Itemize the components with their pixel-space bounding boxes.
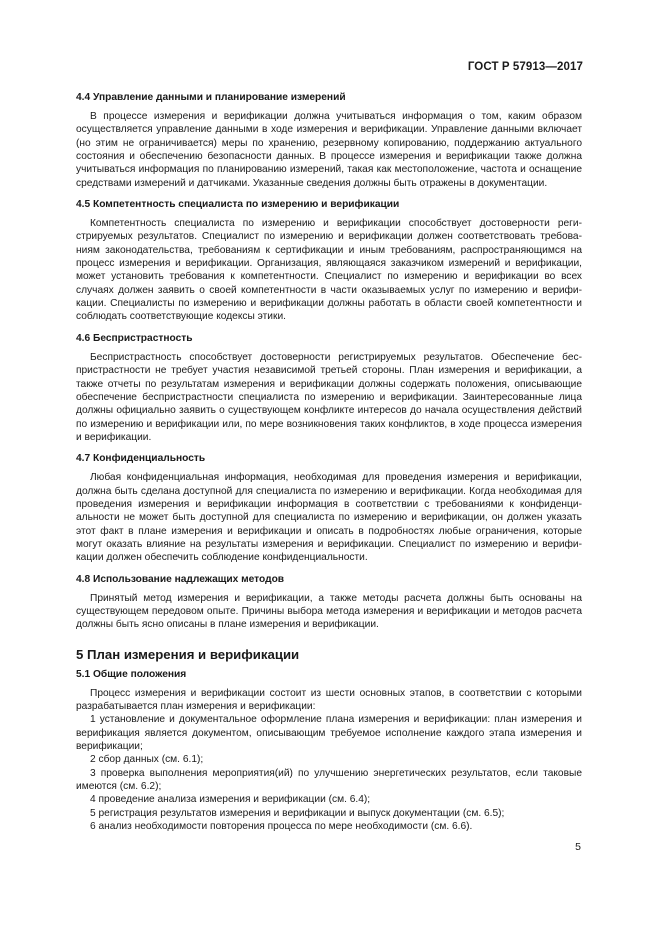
section-5-1-intro: Процесс измерения и верификации состоит из шести основных этапов, в соответствии с которыми разрабатывается план измерения и верификации: — [76, 687, 582, 712]
section-5-1-heading: 5.1 Общие положения — [76, 668, 187, 680]
list-item: 4 проведение анализа измерения и верификации (см. 6.4); — [90, 794, 371, 806]
section-4-5-heading: 4.5 Компетентность специалиста по измерению и верификации — [76, 199, 400, 211]
section-4-6-heading: 4.6 Беспристрастность — [76, 332, 193, 344]
document-code-header: ГОСТ Р 57913—2017 — [467, 61, 583, 73]
list-item: 3 проверка выполнения мероприятия(ий) по улучшению энергетических результатов, если таковые имеются (см. 6.2); — [76, 767, 582, 793]
section-5-heading: 5 План измерения и верификации — [76, 646, 300, 662]
section-4-5-paragraph: Компетентность специалиста по измерению и верификации способствует достоверности регистрируемых результатов. Специалист по измерению и верификации должен соответствовать требованиям законодательства, требованиям к сертификации и иным требованиям, распространяющимся на процесс измерения и верификации. Организация, являющаяся заказчиком измерений и верификации, может установить требования к компетентности. Специалист по измерению и верификации во всех случаях должен заявить о своей компетентности в части оказываемых услуг по измерению и верификации. Специалисты по измерению и верификации должны работать в области своей компетентности и соблюдать соответствующие кодексы этики. — [76, 218, 582, 323]
page-content — [76, 91, 582, 833]
section-4-7-heading: 4.7 Конфиденциальность — [76, 453, 206, 465]
section-4-8-heading: 4.8 Использование надлежащих методов — [76, 573, 285, 585]
list-item: 1 установление и документальное оформление плана измерения и верификации: план измерения и верификация является документом, описывающим требуемое исполнение каждого этапа измерения и верификации; — [76, 714, 582, 753]
section-4-6-paragraph: Беспристрастность способствует достоверности регистрируемых результатов. Обеспечение беспристрастности не требует участия независимой третьей стороны. План измерения и верификации, а также отчеты по результатам измерения и верификации должны содержать положения, описывающие обеспечение беспристрастности специалиста по измерению и верификации. Заинтересованные лица должны официально заявить о существующем конфликте интересов до начала осуществления действий по измерению и верификации или, по мере возникновения таких конфликтов, в ходе процесса измерения и верификации. — [76, 351, 582, 443]
list-item: 5 регистрация результатов измерения и верификации и выпуск документации (см. 6.5); — [90, 807, 505, 819]
section-4-8-paragraph: Принятый метод измерения и верификации, а также методы расчета должны быть основаны на существующем передовом опыте. Причины выбора метода измерения и верификации и методов расчета должны быть ясно описаны в плане измерения и верификации. — [76, 592, 582, 631]
section-4-4-heading: 4.4 Управление данными и планирование измерений — [76, 92, 346, 103]
page-number: 5 — [575, 841, 581, 853]
section-4-4-paragraph: В процессе измерения и верификации должна учитываться информация о том, каким образом осуществляется управление данными в ходе измерения и верификации. Управление данными включает (но этим не ограничивается) меры по хранению, резервному копированию, поддержанию актуального состояния и обеспечению безопасности данных. В процессе измерения и верификации также должна учитываться информация по планированию измерений, такая как местоположение, частота и оснащение средствами измерений и датчиками. Указанные сведения должны быть отражены в документации. — [76, 111, 582, 189]
list-item: 6 анализ необходимости повторения процесса по мере необходимости (см. 6.6). — [90, 821, 473, 833]
list-item: 2 сбор данных (см. 6.1); — [90, 754, 204, 766]
section-4-7-paragraph: Любая конфиденциальная информация, необходимая для проведения измерения и верификации, должна быть сделана доступной для специалиста по измерению и верификации. Когда необходимая для проведения измерения и верификации информация в соответствии с требованиями к конфиденциальности не может быть доступной для специалиста по измерению и верификации, он должен указать этот факт в плане измерения и верификации и описать в подробностях любые ограничения, которые могут оказать влияние на результаты измерения и верификации. Специалист по измерению и верификации должен обеспечить соблюдение конфиденциальности. — [76, 472, 582, 564]
